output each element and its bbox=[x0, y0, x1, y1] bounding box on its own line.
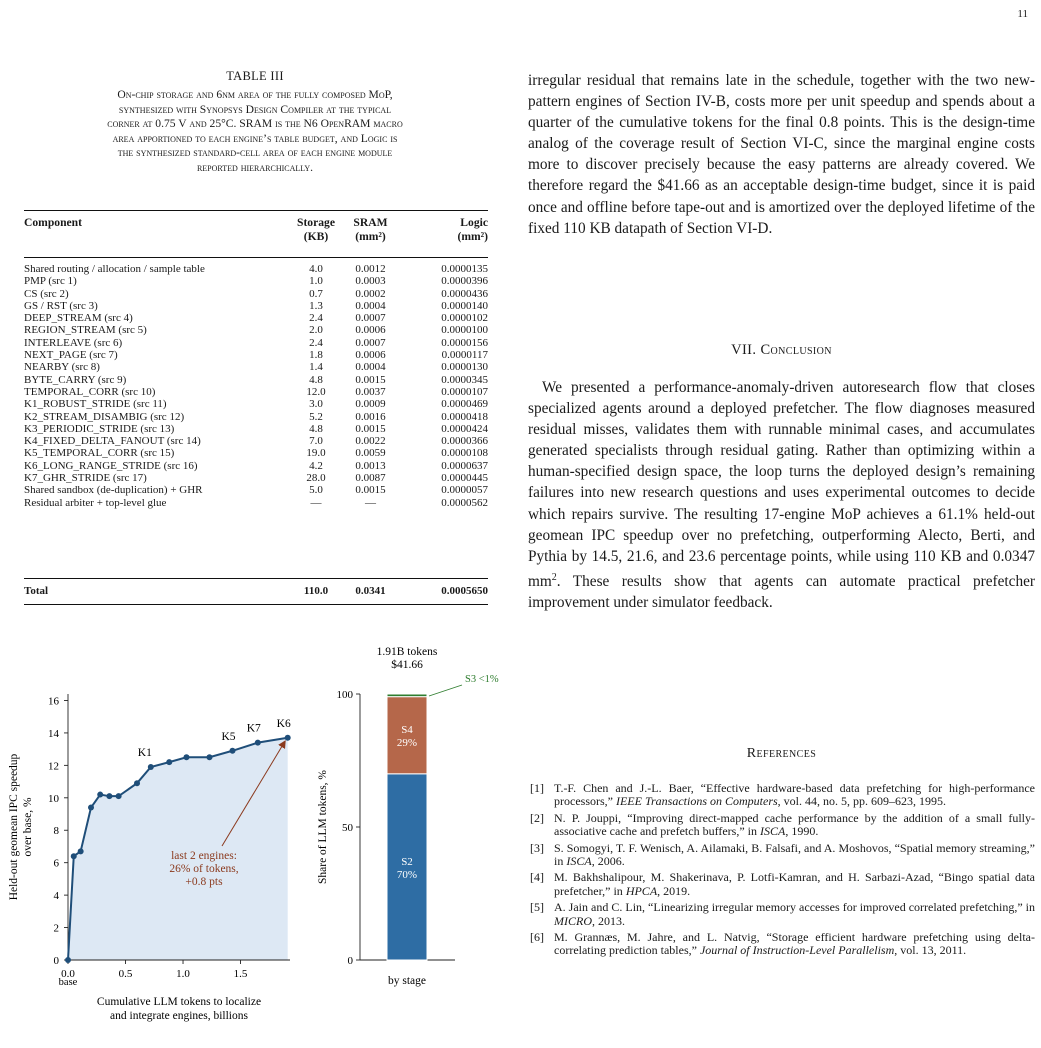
data-point bbox=[183, 754, 189, 760]
data-point bbox=[116, 793, 122, 799]
cell-component: DEEP_STREAM (src 4) bbox=[24, 312, 133, 325]
cell-logic: 0.0000396 bbox=[441, 275, 488, 288]
reference-text: M. Grannæs, M. Jahre, and L. Natvig, “Storage efficient hardware prefetching using delta-correlating prediction tables,” bbox=[554, 930, 1035, 958]
header-sram: SRAM bbox=[353, 216, 388, 229]
y-tick-label: 14 bbox=[48, 727, 59, 740]
cell-component: NEARBY (src 8) bbox=[24, 361, 100, 374]
cell-storage: 2.4 bbox=[309, 336, 323, 349]
reference-details: , 2006. bbox=[591, 854, 625, 869]
reference-details: , vol. 13, 2011. bbox=[894, 943, 967, 958]
segment-name: S4 bbox=[401, 724, 413, 737]
cell-sram: 0.0007 bbox=[355, 312, 386, 325]
annotation-line-2: 26% of tokens, bbox=[169, 863, 239, 875]
cell-storage: 19.0 bbox=[306, 447, 326, 460]
cell-storage: 2.4 bbox=[309, 312, 323, 325]
table-row bbox=[24, 263, 488, 275]
y-tick-label: 6 bbox=[53, 857, 59, 870]
speedup-area-fill bbox=[68, 738, 288, 960]
cell-sram: 0.0013 bbox=[355, 459, 386, 472]
reference-number: [4] bbox=[530, 870, 544, 885]
cell-sram: 0.0015 bbox=[355, 373, 386, 386]
table-row bbox=[24, 300, 488, 312]
cell-component: K4_FIXED_DELTA_FANOUT (src 14) bbox=[24, 435, 201, 448]
cell-component: Residual arbiter + top-level glue bbox=[24, 496, 167, 509]
table-mid-rule bbox=[24, 257, 488, 258]
cell-component: NEXT_PAGE (src 7) bbox=[24, 349, 118, 362]
segment-percent: 29% bbox=[396, 737, 418, 750]
cell-sram: 0.0002 bbox=[355, 287, 386, 300]
cell-sram: 0.0009 bbox=[355, 398, 386, 411]
cell-storage: — bbox=[310, 496, 322, 509]
cell-sram: 0.0015 bbox=[355, 422, 386, 435]
x-tick-label: 0.5 bbox=[118, 968, 133, 980]
table-header bbox=[24, 216, 488, 244]
cell-storage: 5.2 bbox=[309, 410, 323, 423]
header-logic-unit: (mm²) bbox=[457, 230, 488, 243]
cell-sram: 0.0006 bbox=[355, 349, 386, 362]
x-tick-label: 1.5 bbox=[233, 968, 248, 980]
caption-line-1: On-chip storage and 6nm area of the fully composed MoP, bbox=[117, 88, 393, 101]
cell-component: Shared routing / allocation / sample table bbox=[24, 263, 205, 275]
y-tick-label: 4 bbox=[53, 890, 59, 903]
header-logic: Logic bbox=[460, 216, 488, 229]
data-point bbox=[285, 735, 291, 741]
cell-sram: 0.0059 bbox=[355, 447, 386, 460]
table-row bbox=[24, 374, 488, 386]
table-row bbox=[24, 337, 488, 349]
cell-storage: 1.0 bbox=[309, 275, 323, 288]
data-point bbox=[78, 848, 84, 854]
bar-chart-title-line-2: $41.66 bbox=[391, 659, 423, 671]
conclusion-heading: VII. Conclusion bbox=[731, 342, 832, 358]
reference-item bbox=[530, 901, 1035, 928]
speedup-line-chart bbox=[0, 680, 310, 1042]
cell-component: REGION_STREAM (src 5) bbox=[24, 324, 147, 337]
point-label: K1 bbox=[137, 746, 152, 759]
reference-item bbox=[530, 842, 1035, 869]
cell-storage: 2.0 bbox=[309, 324, 323, 337]
cell-logic: 0.0000156 bbox=[441, 336, 488, 349]
cell-storage: 28.0 bbox=[306, 472, 326, 485]
table-row bbox=[24, 472, 488, 484]
table-row bbox=[24, 275, 488, 287]
table-row bbox=[24, 435, 488, 447]
reference-text: S. Somogyi, T. F. Wenisch, A. Ailamaki, B. Falsafi, and A. Moshovos, “Spatial memory streaming,” in bbox=[554, 840, 1035, 869]
total-label: Total bbox=[24, 585, 49, 597]
header-component: Component bbox=[24, 216, 82, 229]
cell-logic: 0.0000469 bbox=[441, 398, 488, 411]
references-heading: References bbox=[746, 746, 817, 761]
point-label: K6 bbox=[276, 717, 291, 730]
cell-component: K1_ROBUST_STRIDE (src 11) bbox=[24, 398, 167, 411]
data-point bbox=[206, 754, 212, 760]
reference-item bbox=[530, 812, 1035, 839]
cell-component: INTERLEAVE (src 6) bbox=[24, 336, 123, 349]
reference-details: , 2019. bbox=[657, 883, 691, 898]
y-tick-label: 2 bbox=[53, 922, 59, 935]
table-row bbox=[24, 312, 488, 324]
cell-logic: 0.0000135 bbox=[441, 263, 488, 275]
cell-sram: 0.0004 bbox=[355, 299, 386, 312]
cell-logic: 0.0000117 bbox=[441, 349, 488, 362]
reference-number: [6] bbox=[530, 930, 544, 945]
cell-logic: 0.0000108 bbox=[441, 447, 488, 460]
x-tick-label: 0.0 bbox=[61, 968, 75, 980]
table-row bbox=[24, 447, 488, 459]
cell-storage: 4.8 bbox=[309, 422, 323, 435]
caption-line-4: area apportioned to each engine’s table budget, and Logic is bbox=[112, 131, 398, 145]
page-number: 11 bbox=[1017, 8, 1028, 20]
annotation-line-1: last 2 engines: bbox=[171, 850, 237, 862]
data-point bbox=[166, 759, 172, 765]
table-row bbox=[24, 288, 488, 300]
reference-text: T.-F. Chen and J.-L. Baer, “Effective hardware-based data prefetching for high-performance processors,” bbox=[554, 781, 1035, 809]
reference-venue: Journal of Instruction-Level Parallelism bbox=[699, 943, 895, 958]
cell-storage: 1.8 bbox=[309, 349, 323, 362]
cell-storage: 4.0 bbox=[309, 263, 323, 275]
caption-line-2: synthesized with Synopsys Design Compiler at the typical bbox=[118, 102, 392, 116]
table-row bbox=[24, 497, 488, 509]
reference-details: , vol. 44, no. 5, pp. 609–623, 1995. bbox=[777, 794, 946, 809]
cell-logic: 0.0000366 bbox=[441, 435, 488, 448]
x-tick-label: 1.0 bbox=[176, 968, 190, 980]
cell-sram: 0.0015 bbox=[355, 484, 386, 497]
table-row bbox=[24, 411, 488, 423]
cell-logic: 0.0000445 bbox=[441, 472, 488, 485]
cell-logic: 0.0000130 bbox=[441, 361, 488, 374]
y-tick-label: 10 bbox=[48, 792, 59, 805]
cell-logic: 0.0000418 bbox=[441, 410, 488, 423]
s3-leader-line bbox=[429, 685, 462, 696]
cell-component: GS / RST (src 3) bbox=[24, 299, 98, 312]
table-row bbox=[24, 349, 488, 361]
header-storage: Storage bbox=[297, 216, 335, 229]
conclusion-text-end: . These results show that agents can automate practical prefetcher improvement under simulator feedback. bbox=[528, 572, 1035, 612]
cell-storage: 4.8 bbox=[309, 373, 323, 386]
reference-item bbox=[530, 782, 1035, 809]
cell-storage: 1.4 bbox=[309, 361, 323, 374]
x-base-label: base bbox=[58, 977, 78, 988]
table-total-rule bbox=[24, 578, 488, 579]
bar-y-axis-title: Share of LLM tokens, % bbox=[317, 769, 329, 885]
table-row-total bbox=[24, 585, 488, 597]
table-total bbox=[24, 585, 488, 597]
cell-logic: 0.0000562 bbox=[441, 496, 488, 509]
data-point bbox=[148, 764, 154, 770]
reference-venue: ISCA bbox=[760, 824, 786, 839]
x-axis-title-line-2: and integrate engines, billions bbox=[110, 1010, 248, 1022]
cell-storage: 0.7 bbox=[309, 287, 323, 300]
data-point bbox=[97, 792, 103, 798]
data-point bbox=[88, 805, 94, 811]
cell-sram: 0.0004 bbox=[355, 361, 386, 374]
segment-percent: 70% bbox=[396, 868, 418, 881]
caption-line-3: corner at 0.75 V and 25°C. SRAM is the N6 OpenRAM macro bbox=[107, 117, 403, 130]
bar-chart-title-line-1: 1.91B tokens bbox=[376, 646, 438, 658]
caption-line-6: reported hierarchically. bbox=[196, 160, 314, 174]
cell-sram: 0.0037 bbox=[355, 385, 386, 398]
cell-storage: 7.0 bbox=[309, 435, 323, 448]
reference-venue: MICRO bbox=[554, 913, 592, 928]
cell-component: K5_TEMPORAL_CORR (src 15) bbox=[24, 447, 175, 460]
data-point bbox=[106, 793, 112, 799]
table-label: TABLE III bbox=[226, 69, 284, 83]
caption-line-5: the synthesized standard-cell area of each engine module bbox=[117, 146, 393, 159]
cell-sram: 0.0022 bbox=[355, 435, 386, 448]
data-point bbox=[255, 740, 261, 746]
conclusion-superscript: 2 bbox=[551, 571, 557, 583]
cell-logic: 0.0000637 bbox=[441, 459, 488, 472]
cell-logic: 0.0000424 bbox=[441, 422, 488, 435]
total-storage: 110.0 bbox=[303, 585, 329, 597]
reference-item bbox=[530, 871, 1035, 898]
bar-category-label: by stage bbox=[387, 975, 427, 987]
token-share-bar-chart bbox=[300, 640, 525, 1000]
conclusion-text: We presented a performance-anomaly-driven autoresearch flow that closes specialized agents around a deployed prefetcher. The flow diagnoses measured residual misses, validates them with runnable minimal cases, and accumulates generated specialists through residual gating. Rather than optimizing within a human-specified design space, the loop turns the deployed design’s remaining failures into new research questions and uses experimental outcomes to decide which repairs survive. The resulting 17-engine MoP achieves a 61.1% held-out geomean IPC speedup over no prefetching, outperforming Alecto, Berti, and Pythia by 14.5, 21.6, and 23.6 percentage points, while using 110 KB and 0.0347 mm bbox=[528, 379, 1035, 590]
table-body bbox=[24, 263, 488, 509]
header-sram-unit: (mm²) bbox=[355, 230, 386, 243]
reference-item bbox=[530, 931, 1035, 958]
x-axis-title-line-1: Cumulative LLM tokens to localize bbox=[96, 996, 262, 1008]
y-axis-title-line-1: Held-out geomean IPC speedup bbox=[8, 753, 20, 901]
cell-component: K7_GHR_STRIDE (src 17) bbox=[24, 472, 147, 485]
cell-component: Shared sandbox (de-duplication) + GHR bbox=[24, 484, 203, 497]
total-sram: 0.0341 bbox=[355, 585, 386, 597]
s3-label: S3 <1% bbox=[465, 674, 499, 685]
data-point bbox=[65, 957, 71, 963]
point-label: K7 bbox=[246, 722, 261, 735]
y-tick-label: 8 bbox=[53, 825, 59, 838]
annotation-line-3: +0.8 pts bbox=[185, 876, 223, 888]
bar-segment-s3 bbox=[387, 694, 427, 697]
cell-sram: 0.0006 bbox=[355, 324, 386, 337]
body-paragraph: irregular residual that remains late in the schedule, together with the two new-pattern engines of Section IV-B, costs more per unit speedup and spends about a quarter of the cumulative tokens for the final 0.8 points. This is the design-time analog of the coverage result of Section VI-C, since the marginal engine costs more to discover precisely because the easy patterns are already covered. We therefore regard the $41.66 as an acceptable design-time budget, since it is paid once and offline before tape-out and is amortized over the deployed lifetime of the fixed 110 KB datapath of Section VI-D. bbox=[528, 72, 1035, 237]
cell-sram: 0.0016 bbox=[355, 410, 386, 423]
reference-list bbox=[530, 782, 1035, 961]
reference-venue: IEEE Transactions on Computers bbox=[615, 794, 778, 809]
table-row bbox=[24, 460, 488, 472]
cell-logic: 0.0000345 bbox=[441, 373, 488, 386]
point-label: K5 bbox=[221, 730, 236, 743]
y-axis-title-line-2: over base, % bbox=[22, 797, 34, 857]
table-row bbox=[24, 361, 488, 373]
reference-number: [1] bbox=[530, 781, 544, 795]
data-point bbox=[229, 748, 235, 754]
reference-details: , 2013. bbox=[592, 913, 625, 928]
table-row bbox=[24, 386, 488, 398]
reference-venue: ISCA bbox=[566, 854, 592, 869]
y-tick-label: 12 bbox=[48, 760, 59, 773]
table-row bbox=[24, 324, 488, 336]
segment-name: S2 bbox=[401, 855, 413, 868]
table-row bbox=[24, 398, 488, 410]
conclusion-paragraph bbox=[528, 377, 1035, 613]
table-row bbox=[24, 484, 488, 496]
table-row bbox=[24, 423, 488, 435]
reference-text: N. P. Jouppi, “Improving direct-mapped cache performance by the addition of a small fully-associative cache and prefetch buffers,” in bbox=[554, 810, 1035, 839]
cell-sram: 0.0003 bbox=[355, 275, 386, 288]
table-caption bbox=[0, 88, 510, 175]
cell-logic: 0.0000057 bbox=[441, 484, 488, 497]
cell-sram: 0.0012 bbox=[355, 263, 386, 275]
data-point bbox=[134, 780, 140, 786]
bar-y-tick-label: 100 bbox=[336, 689, 353, 701]
cell-storage: 1.3 bbox=[309, 299, 323, 312]
cell-component: BYTE_CARRY (src 9) bbox=[24, 373, 127, 386]
y-tick-label: 0 bbox=[53, 955, 59, 967]
bar-y-tick-label: 50 bbox=[342, 822, 353, 834]
cell-logic: 0.0000140 bbox=[441, 299, 488, 312]
total-logic: 0.0005650 bbox=[441, 585, 488, 597]
cell-component: CS (src 2) bbox=[24, 287, 69, 300]
cell-logic: 0.0000100 bbox=[441, 324, 488, 337]
y-tick-label: 16 bbox=[48, 695, 59, 708]
cell-logic: 0.0000102 bbox=[441, 312, 488, 325]
reference-details: , 1990. bbox=[785, 824, 819, 839]
table-top-rule bbox=[24, 210, 488, 211]
reference-number: [5] bbox=[530, 900, 544, 915]
cell-storage: 5.0 bbox=[309, 484, 323, 497]
cell-sram: 0.0087 bbox=[355, 472, 386, 485]
cell-logic: 0.0000107 bbox=[441, 385, 488, 398]
cell-sram: — bbox=[365, 496, 376, 509]
reference-text: M. Bakhshalipour, M. Shakerinava, P. Lotfi-Kamran, and H. Sarbazi-Azad, “Bingo spatial data prefetcher,” in bbox=[554, 870, 1035, 898]
table-bottom-rule bbox=[24, 604, 488, 605]
reference-text: A. Jain and C. Lin, “Linearizing irregular memory accesses for improved correlated prefetching,” in bbox=[554, 900, 1035, 915]
header-storage-unit: (KB) bbox=[303, 230, 329, 243]
cell-storage: 12.0 bbox=[306, 385, 326, 398]
reference-venue: HPCA bbox=[625, 883, 658, 898]
cell-component: PMP (src 1) bbox=[24, 275, 77, 288]
reference-number: [3] bbox=[530, 840, 544, 855]
cell-sram: 0.0007 bbox=[355, 336, 386, 349]
cell-component: K3_PERIODIC_STRIDE (src 13) bbox=[24, 422, 175, 435]
cell-component: K6_LONG_RANGE_STRIDE (src 16) bbox=[24, 459, 198, 472]
cell-component: K2_STREAM_DISAMBIG (src 12) bbox=[24, 410, 185, 423]
reference-number: [2] bbox=[530, 810, 544, 825]
cell-component: TEMPORAL_CORR (src 10) bbox=[24, 385, 156, 398]
data-point bbox=[71, 853, 77, 859]
bar-y-tick-label: 0 bbox=[347, 955, 353, 967]
cell-logic: 0.0000436 bbox=[441, 287, 488, 300]
cell-storage: 3.0 bbox=[309, 398, 323, 411]
cell-storage: 4.2 bbox=[309, 459, 323, 472]
